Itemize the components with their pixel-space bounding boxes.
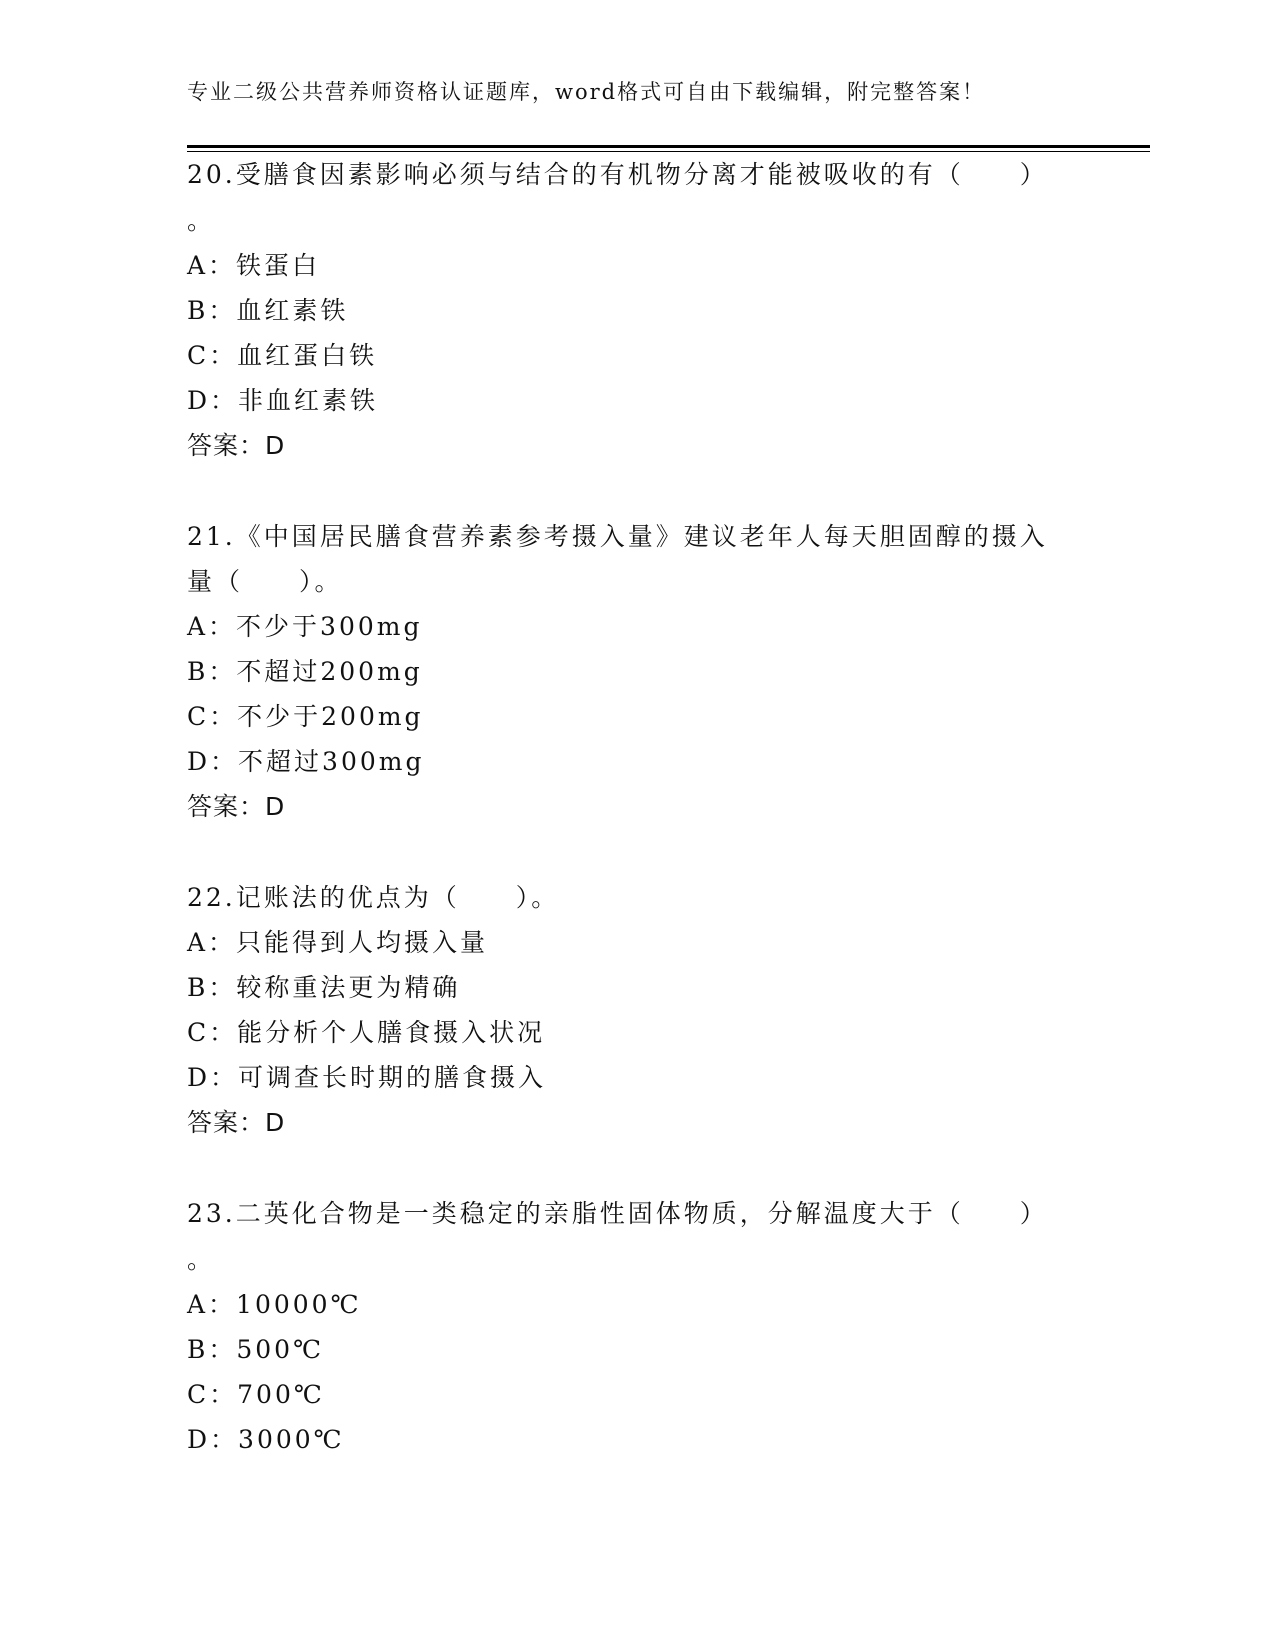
question-20-option-c: C：血红蛋白铁 (187, 341, 378, 370)
question-21-answer: 答案：D (187, 792, 286, 821)
question-23-option-d: D：3000℃ (187, 1425, 345, 1454)
question-22-stem-line1: 22.记账法的优点为（ ）。 (187, 883, 560, 912)
question-20-answer: 答案：D (187, 431, 286, 460)
question-20-stem-line1: 20.受膳食因素影响必须与结合的有机物分离才能被吸收的有（ ） (187, 160, 1048, 189)
question-20-option-b: B：血红素铁 (187, 296, 349, 325)
question-23-option-c: C：700℃ (187, 1380, 325, 1409)
question-21-option-c: C：不少于200mg (187, 702, 424, 731)
question-20-option-a: A：铁蛋白 (187, 251, 321, 280)
question-21-option-a: A：不少于300mg (187, 612, 423, 641)
question-23-option-a: A：10000℃ (187, 1290, 362, 1319)
question-21-stem-line1: 21.《中国居民膳食营养素参考摄入量》建议老年人每天胆固醇的摄入 (187, 522, 1048, 551)
page-header: 专业二级公共营养师资格认证题库，word格式可自由下载编辑，附完整答案！ (187, 80, 986, 104)
question-20-option-d: D：非血红素铁 (187, 386, 379, 415)
question-21-stem-line2: 量（ ）。 (187, 567, 343, 596)
header-rule-thick (187, 145, 1150, 148)
question-23-stem-line2: 。 (187, 1245, 216, 1274)
question-22-option-a: A：只能得到人均摄入量 (187, 928, 489, 957)
question-22-option-b: B：较称重法更为精确 (187, 973, 461, 1002)
question-21-option-d: D：不超过300mg (187, 747, 425, 776)
question-22-option-c: C：能分析个人膳食摄入状况 (187, 1018, 546, 1047)
question-20-stem-line2: 。 (187, 206, 216, 235)
question-22-answer: 答案：D (187, 1108, 286, 1137)
question-23-stem-line1: 23.二英化合物是一类稳定的亲脂性固体物质，分解温度大于（ ） (187, 1199, 1048, 1228)
header-rule-thin (187, 151, 1150, 152)
question-23-option-b: B：500℃ (187, 1335, 325, 1364)
question-22-option-d: D：可调查长时期的膳食摄入 (187, 1063, 547, 1092)
question-21-option-b: B：不超过200mg (187, 657, 423, 686)
